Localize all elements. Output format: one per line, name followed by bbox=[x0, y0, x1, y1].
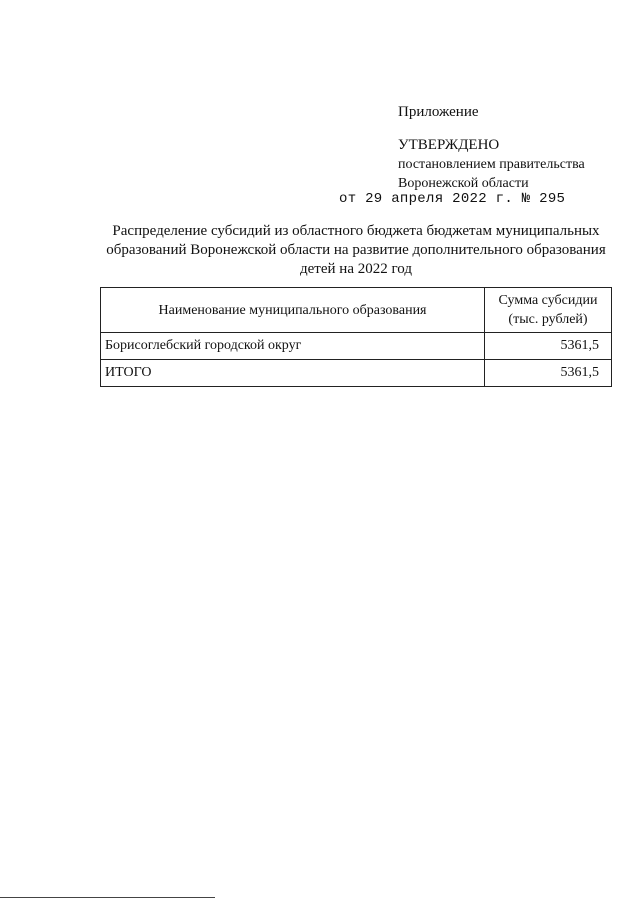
footer-divider bbox=[0, 897, 215, 898]
total-sum-cell: 5361,5 bbox=[485, 360, 612, 387]
decree-date: от 29 апреля 2022 г. № 295 bbox=[339, 191, 566, 207]
header-sum-line-2: (тыс. рублей) bbox=[508, 312, 588, 327]
document-title bbox=[100, 222, 612, 279]
table-header-row bbox=[101, 288, 612, 333]
row-name-cell: Борисоглебский городской округ bbox=[101, 333, 485, 360]
row-sum-cell: 5361,5 bbox=[485, 333, 612, 360]
title-line-1: Распределение субсидий из областного бюджета бюджетам муниципальных bbox=[112, 223, 600, 239]
appendix-label: Приложение bbox=[398, 104, 479, 120]
subsidy-table bbox=[100, 287, 612, 387]
approved-label: УТВЕРЖДЕНО bbox=[398, 137, 500, 153]
table-row bbox=[101, 333, 612, 360]
title-line-2: образований Воронежской области на развитие дополнительного образования bbox=[106, 242, 606, 258]
header-name-cell: Наименование муниципального образования bbox=[101, 288, 485, 333]
approval-line-2: Воронежской области bbox=[398, 176, 529, 191]
approval-line-1: постановлением правительства bbox=[398, 157, 585, 172]
approval-block bbox=[398, 103, 585, 193]
header-sum-cell bbox=[485, 288, 612, 333]
total-name-cell: ИТОГО bbox=[101, 360, 485, 387]
header-sum-line-1: Сумма субсидии bbox=[498, 293, 598, 308]
title-line-3: детей на 2022 год bbox=[300, 261, 412, 277]
table-total-row bbox=[101, 360, 612, 387]
